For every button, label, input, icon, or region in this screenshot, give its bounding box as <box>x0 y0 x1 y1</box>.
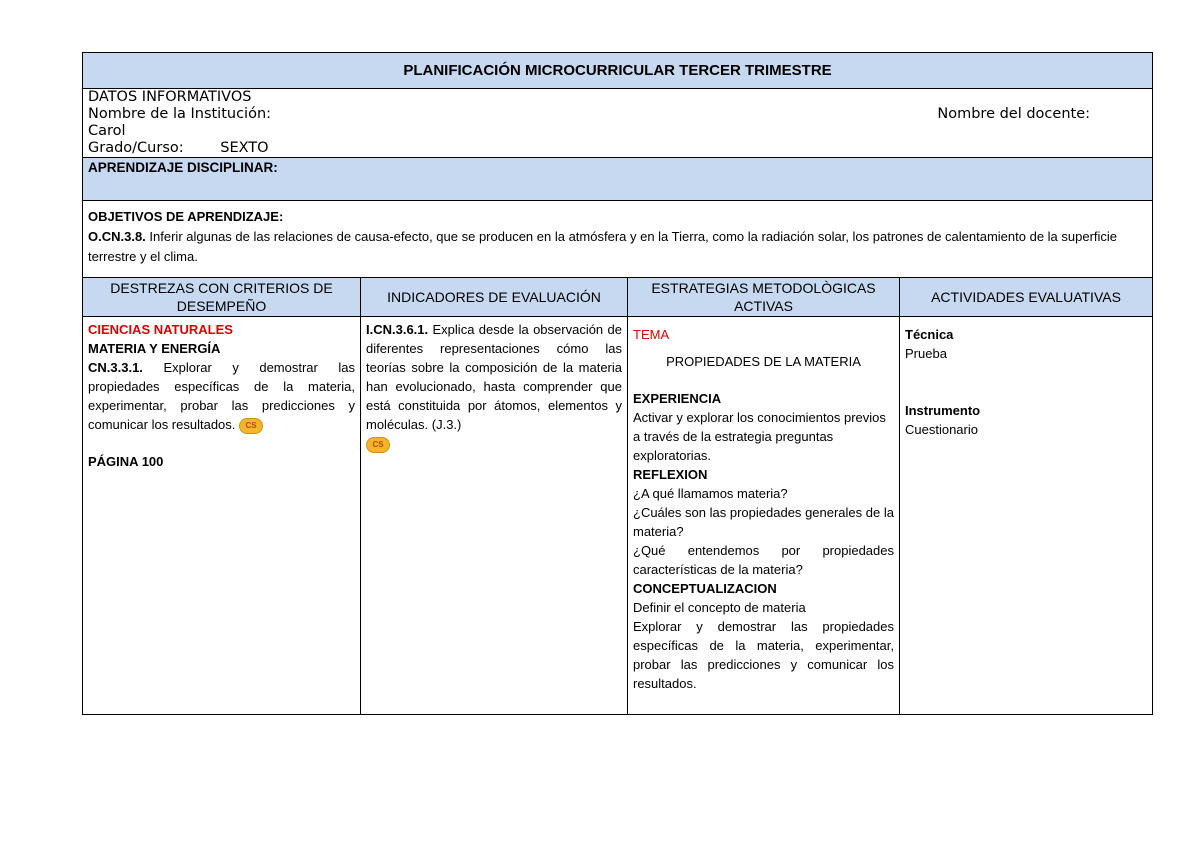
datos-row <box>88 106 1147 123</box>
objetivos-heading: OBJETIVOS DE APRENDIZAJE: <box>88 209 284 224</box>
instrumento-label: Instrumento <box>905 403 981 418</box>
bloque-label: MATERIA Y ENERGÍA <box>88 341 221 356</box>
indicador-code: I.CN.3.6.1. <box>366 322 429 337</box>
actividades-cell <box>900 317 1153 715</box>
column-header-estrategias: ESTRATEGIAS METODOLÒGICAS ACTIVAS <box>628 278 900 317</box>
experiencia-text: Activar y explorar los conocimientos previos a través de la estrategia preguntas exploratorias. <box>633 410 886 463</box>
concepto-item: Explorar y demostrar las propiedades específicas de la materia, experimentar, probar las predicciones y comunicar los resultados. <box>633 619 894 691</box>
destreza-text: Explorar y demostrar las propiedades específicas de la materia, experimentar, probar las predicciones y comunicar los resultados. <box>88 360 355 432</box>
destrezas-cell <box>83 317 361 715</box>
reflexion-heading: REFLEXION <box>633 467 708 482</box>
tecnica-value: Prueba <box>905 346 947 361</box>
pregunta-item: ¿A qué llamamos materia? <box>633 486 788 501</box>
tecnica-label: Técnica <box>905 327 954 342</box>
conceptualizacion-heading: CONCEPTUALIZACION <box>633 581 777 596</box>
document-title: PLANIFICACIÓN MICROCURRICULAR TERCER TRIMESTRE <box>83 53 1153 89</box>
grado-value: SEXTO <box>220 140 269 156</box>
column-header-actividades: ACTIVIDADES EVALUATIVAS <box>900 278 1153 317</box>
indicador-text: Explica desde la observación de diferentes representaciones cómo las teorías sobre la composición de la materia han evolucionado, hasta comprender que está constituida por átomos, elementos y moléculas. (J.3.) <box>366 322 622 432</box>
estrategias-cell <box>628 317 900 715</box>
objetivo-text: Inferir algunas de las relaciones de causa-efecto, que se producen en la atmósfera y en la Tierra, como la radiación solar, los patrones de calentamiento de la superficie terrestre y el clima. <box>88 229 1118 264</box>
pregunta-item: ¿Cuáles son las propiedades generales de la materia? <box>633 505 894 539</box>
pagina-label: PÁGINA 100 <box>88 454 164 469</box>
objetivos-body <box>88 227 1147 267</box>
cs-badge-icon: CS <box>366 437 390 453</box>
institucion-value: Carol <box>88 123 126 139</box>
grado-label: Grado/Curso: <box>88 140 184 156</box>
tema-label: TEMA <box>633 327 670 342</box>
aprendizaje-disciplinar: APRENDIZAJE DISCIPLINAR: <box>83 158 1153 201</box>
destreza-body <box>88 358 355 434</box>
instrumento-value: Cuestionario <box>905 422 978 437</box>
experiencia-heading: EXPERIENCIA <box>633 391 722 406</box>
docente-label: Nombre del docente: <box>937 106 1091 122</box>
datos-informativos <box>83 89 1153 158</box>
column-header-destrezas: DESTREZAS CON CRITERIOS DE DESEMPEÑO <box>83 278 361 317</box>
objetivo-code: O.CN.3.8. <box>88 229 146 244</box>
datos-heading: DATOS INFORMATIVOS <box>88 89 252 105</box>
column-header-indicadores: INDICADORES DE EVALUACIÓN <box>361 278 628 317</box>
pregunta-item: ¿Qué entendemos por propiedades características de la materia? <box>633 543 894 577</box>
area-label: CIENCIAS NATURALES <box>88 322 233 337</box>
destreza-code: CN.3.3.1. <box>88 360 143 375</box>
institucion-label: Nombre de la Institución: <box>88 106 272 122</box>
planning-sheet <box>82 52 1152 715</box>
cs-badge-icon: CS <box>239 418 263 434</box>
tema-title: PROPIEDADES DE LA MATERIA <box>666 354 861 369</box>
objetivos-aprendizaje <box>83 201 1153 278</box>
concepto-item: Definir el concepto de materia <box>633 600 806 615</box>
grado-row <box>88 140 1147 157</box>
indicadores-cell <box>361 317 628 715</box>
planning-table <box>82 52 1153 715</box>
